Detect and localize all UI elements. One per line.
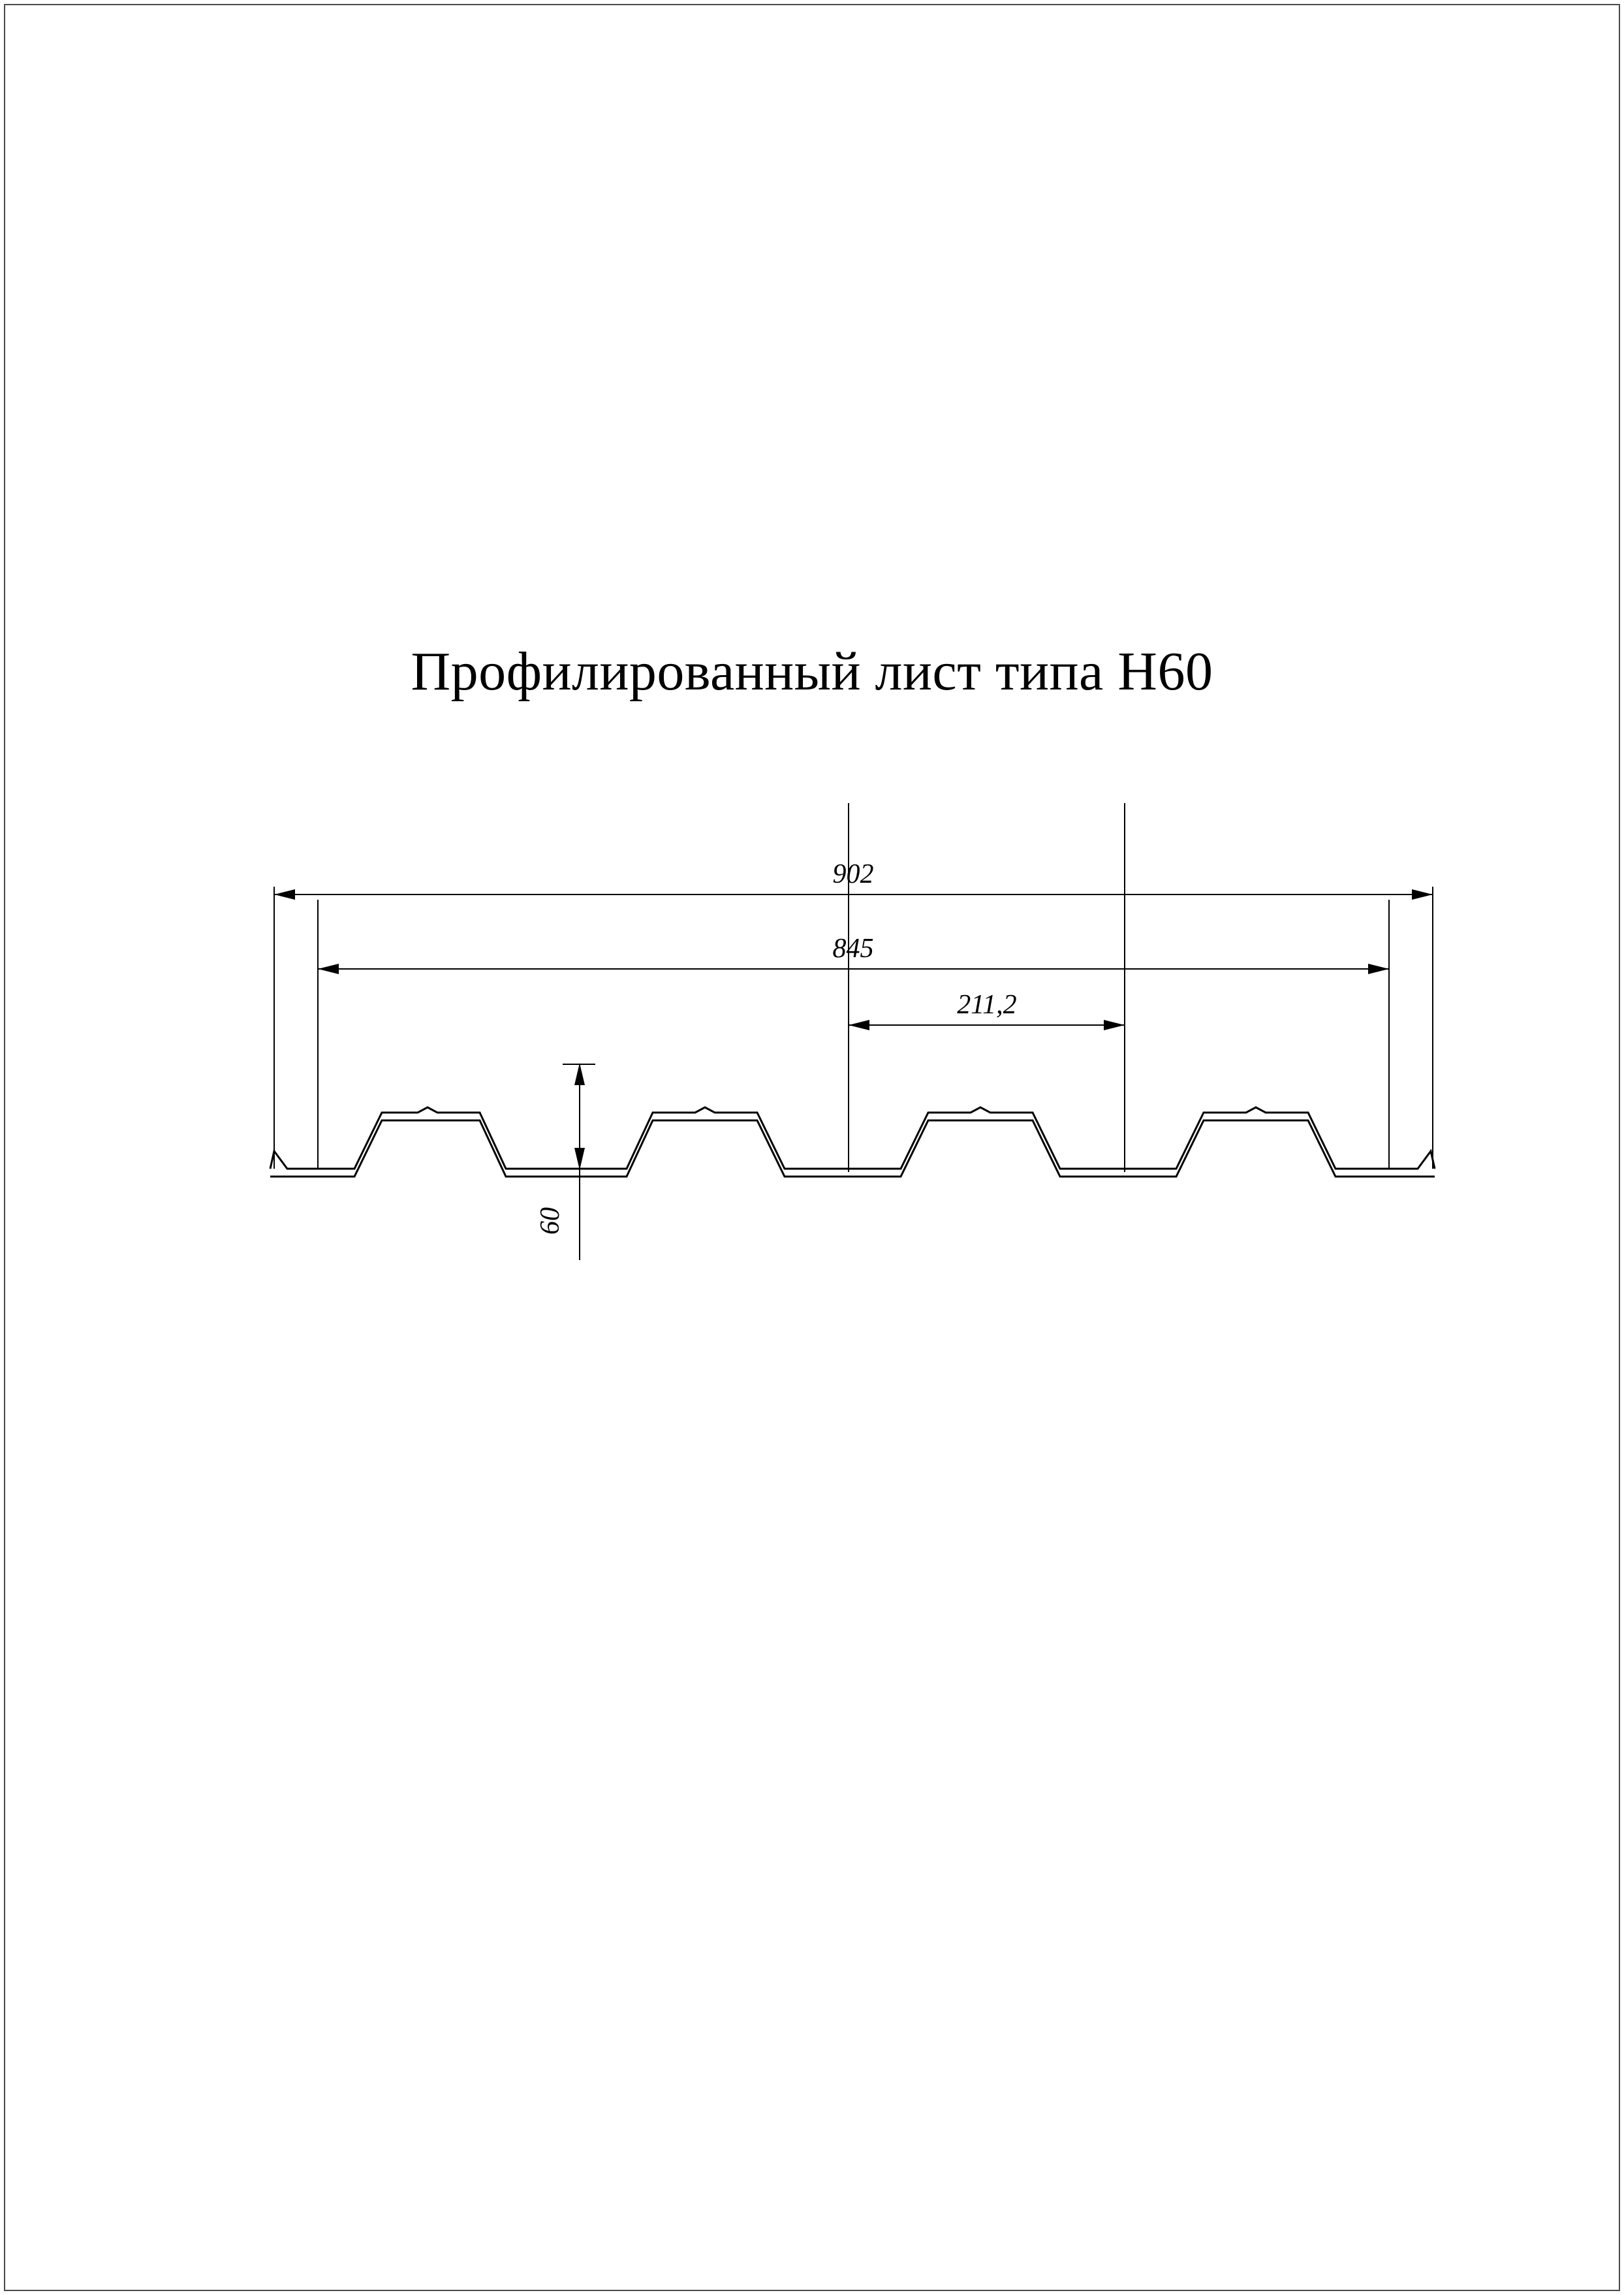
page-title: Профилированный лист типа Н60 bbox=[411, 641, 1213, 702]
dimension-label-60: 60 bbox=[535, 1207, 565, 1235]
dimension-label-902: 902 bbox=[832, 859, 874, 889]
dimension-wave-pitch bbox=[849, 803, 1125, 1172]
dimension-useful-width bbox=[318, 900, 1389, 1169]
dimension-label-211-2: 211,2 bbox=[957, 990, 1017, 1020]
dimension-label-845: 845 bbox=[832, 934, 874, 964]
dimension-profile-height bbox=[535, 1063, 595, 1260]
profile-cross-section bbox=[270, 1107, 1435, 1177]
profile-drawing bbox=[0, 803, 1624, 1325]
dimension-overall-width bbox=[274, 859, 1433, 1169]
